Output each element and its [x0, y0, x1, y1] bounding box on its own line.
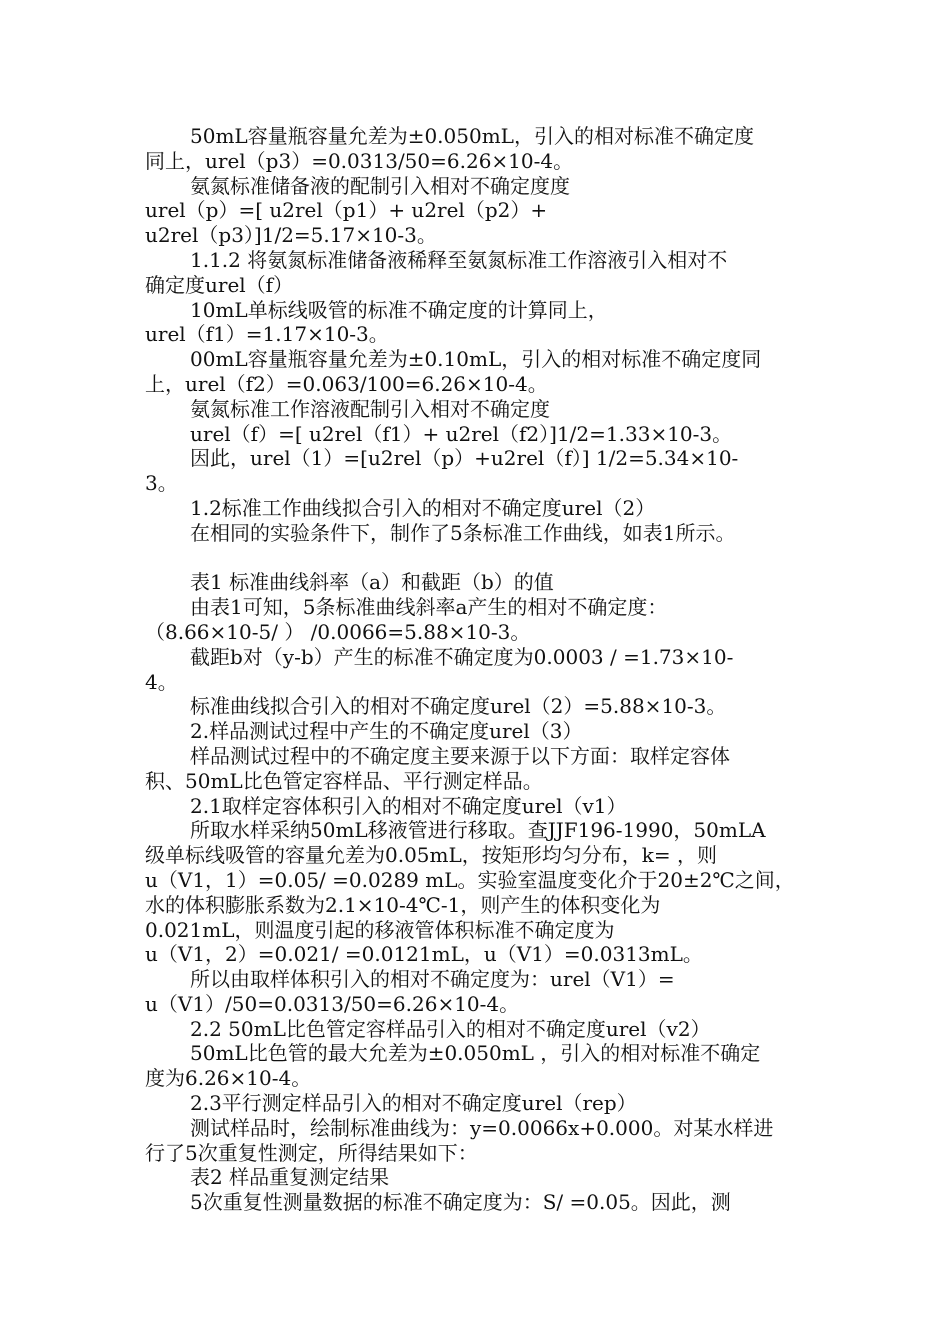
text-line: 测试样品时，绘制标准曲线为：y=0.0066x+0.000。对某水样进 [190, 1115, 774, 1140]
text-line: 2.1取样定容体积引入的相对不确定度urel（v1） [190, 793, 627, 818]
text-line: 1.1.2 将氨氮标准储备液稀释至氨氮标准工作溶液引入相对不 [190, 247, 728, 272]
text-line: 同上，urel（p3）=0.0313/50=6.26×10-4。 [145, 148, 574, 173]
text-line: 水的体积膨胀系数为2.1×10-4℃-1，则产生的体积变化为 [145, 892, 661, 917]
text-line: 级单标线吸管的容量允差为0.05mL，按矩形均匀分布，k= ，则 [145, 843, 718, 868]
text-line: 所以由取样体积引入的相对不确定度为：urel（V1）= [190, 967, 675, 992]
text-line: 10mL单标线吸管的标准不确定度的计算同上， [190, 297, 608, 322]
text-line: 确定度urel（f） [145, 272, 294, 297]
text-line: 在相同的实验条件下，制作了5条标准工作曲线，如表1所示。 [190, 520, 736, 545]
text-line: 表1 标准曲线斜率（a）和截距（b）的值 [190, 570, 554, 595]
text-line: 表2 样品重复测定结果 [190, 1165, 390, 1190]
text-line: 50mL比色管的最大允差为±0.050mL ，引入的相对标准不确定 [190, 1041, 761, 1066]
text-line: u（V1，2）=0.021/ =0.0121mL，u（V1）=0.0313mL。 [145, 942, 703, 967]
text-line: 由表1可知，5条标准曲线斜率a产生的相对不确定度： [190, 595, 668, 620]
text-line: 2.样品测试过程中产生的不确定度urel（3） [190, 719, 583, 744]
text-line: 5次重复性测量数据的标准不确定度为：S/ =0.05。因此，测 [190, 1190, 731, 1215]
text-line: 标准曲线拟合引入的相对不确定度urel（2）=5.88×10-3。 [190, 694, 727, 719]
text-line: 样品测试过程中的不确定度主要来源于以下方面：取样定容体 [190, 743, 730, 768]
text-line: 上，urel（f2）=0.063/100=6.26×10-4。 [145, 371, 548, 396]
text-line: 0.021mL，则温度引起的移液管体积标准不确定度为 [145, 917, 615, 942]
text-line: 4。 [145, 669, 178, 694]
text-line: 2.3平行测定样品引入的相对不确定度urel（rep） [190, 1091, 637, 1116]
text-line: 50mL容量瓶容量允差为±0.050mL，引入的相对标准不确定度 [190, 124, 754, 148]
text-line: 3。 [145, 471, 178, 496]
text-line: 积、50mL比色管定容样品、平行测定样品。 [145, 768, 543, 793]
text-line: 氨氮标准储备液的配制引入相对不确定度度 [190, 173, 570, 198]
text-line: urel（f1）=1.17×10-3。 [145, 322, 389, 347]
text-line: urel（f）=[ u2rel（f1）+ u2rel（f2）]1/2=1.33×10-3。 [190, 421, 733, 446]
text-line: 1.2标准工作曲线拟合引入的相对不确定度urel（2） [190, 495, 656, 520]
text-line: urel（p）=[ u2rel（p1）+ u2rel（p2）+ [145, 198, 548, 223]
text-line: 2.2 50mL比色管定容样品引入的相对不确定度urel（v2） [190, 1016, 711, 1041]
text-line: u2rel（p3）]1/2=5.17×10-3。 [145, 223, 437, 248]
text-line: 因此，urel（1）=[u2rel（p）+u2rel（f）] 1/2=5.34×10- [190, 446, 739, 471]
text-line: 氨氮标准工作溶液配制引入相对不确定度 [190, 396, 550, 421]
text-line: u（V1，1）=0.05/ =0.0289 mL。实验室温度变化介于20±2℃之间， [145, 867, 795, 892]
text-line: 所取水样采纳50mL移液管进行移取。查JJF196-1990，50mLA [190, 818, 766, 843]
text-line: u（V1）/50=0.0313/50=6.26×10-4。 [145, 991, 520, 1016]
text-line: 行了5次重复性测定，所得结果如下： [145, 1140, 478, 1165]
text-line: 截距b对（y-b）产生的标准不确定度为0.0003 / =1.73×10- [190, 644, 734, 669]
document-page [145, 124, 810, 1215]
text-line: （8.66×10-5/ ） /0.0066=5.88×10-3。 [145, 619, 531, 644]
blank-line [145, 546, 810, 571]
text-line: 00mL容量瓶容量允差为±0.10mL，引入的相对标准不确定度同 [190, 347, 762, 372]
text-line: 度为6.26×10-4。 [145, 1066, 312, 1091]
